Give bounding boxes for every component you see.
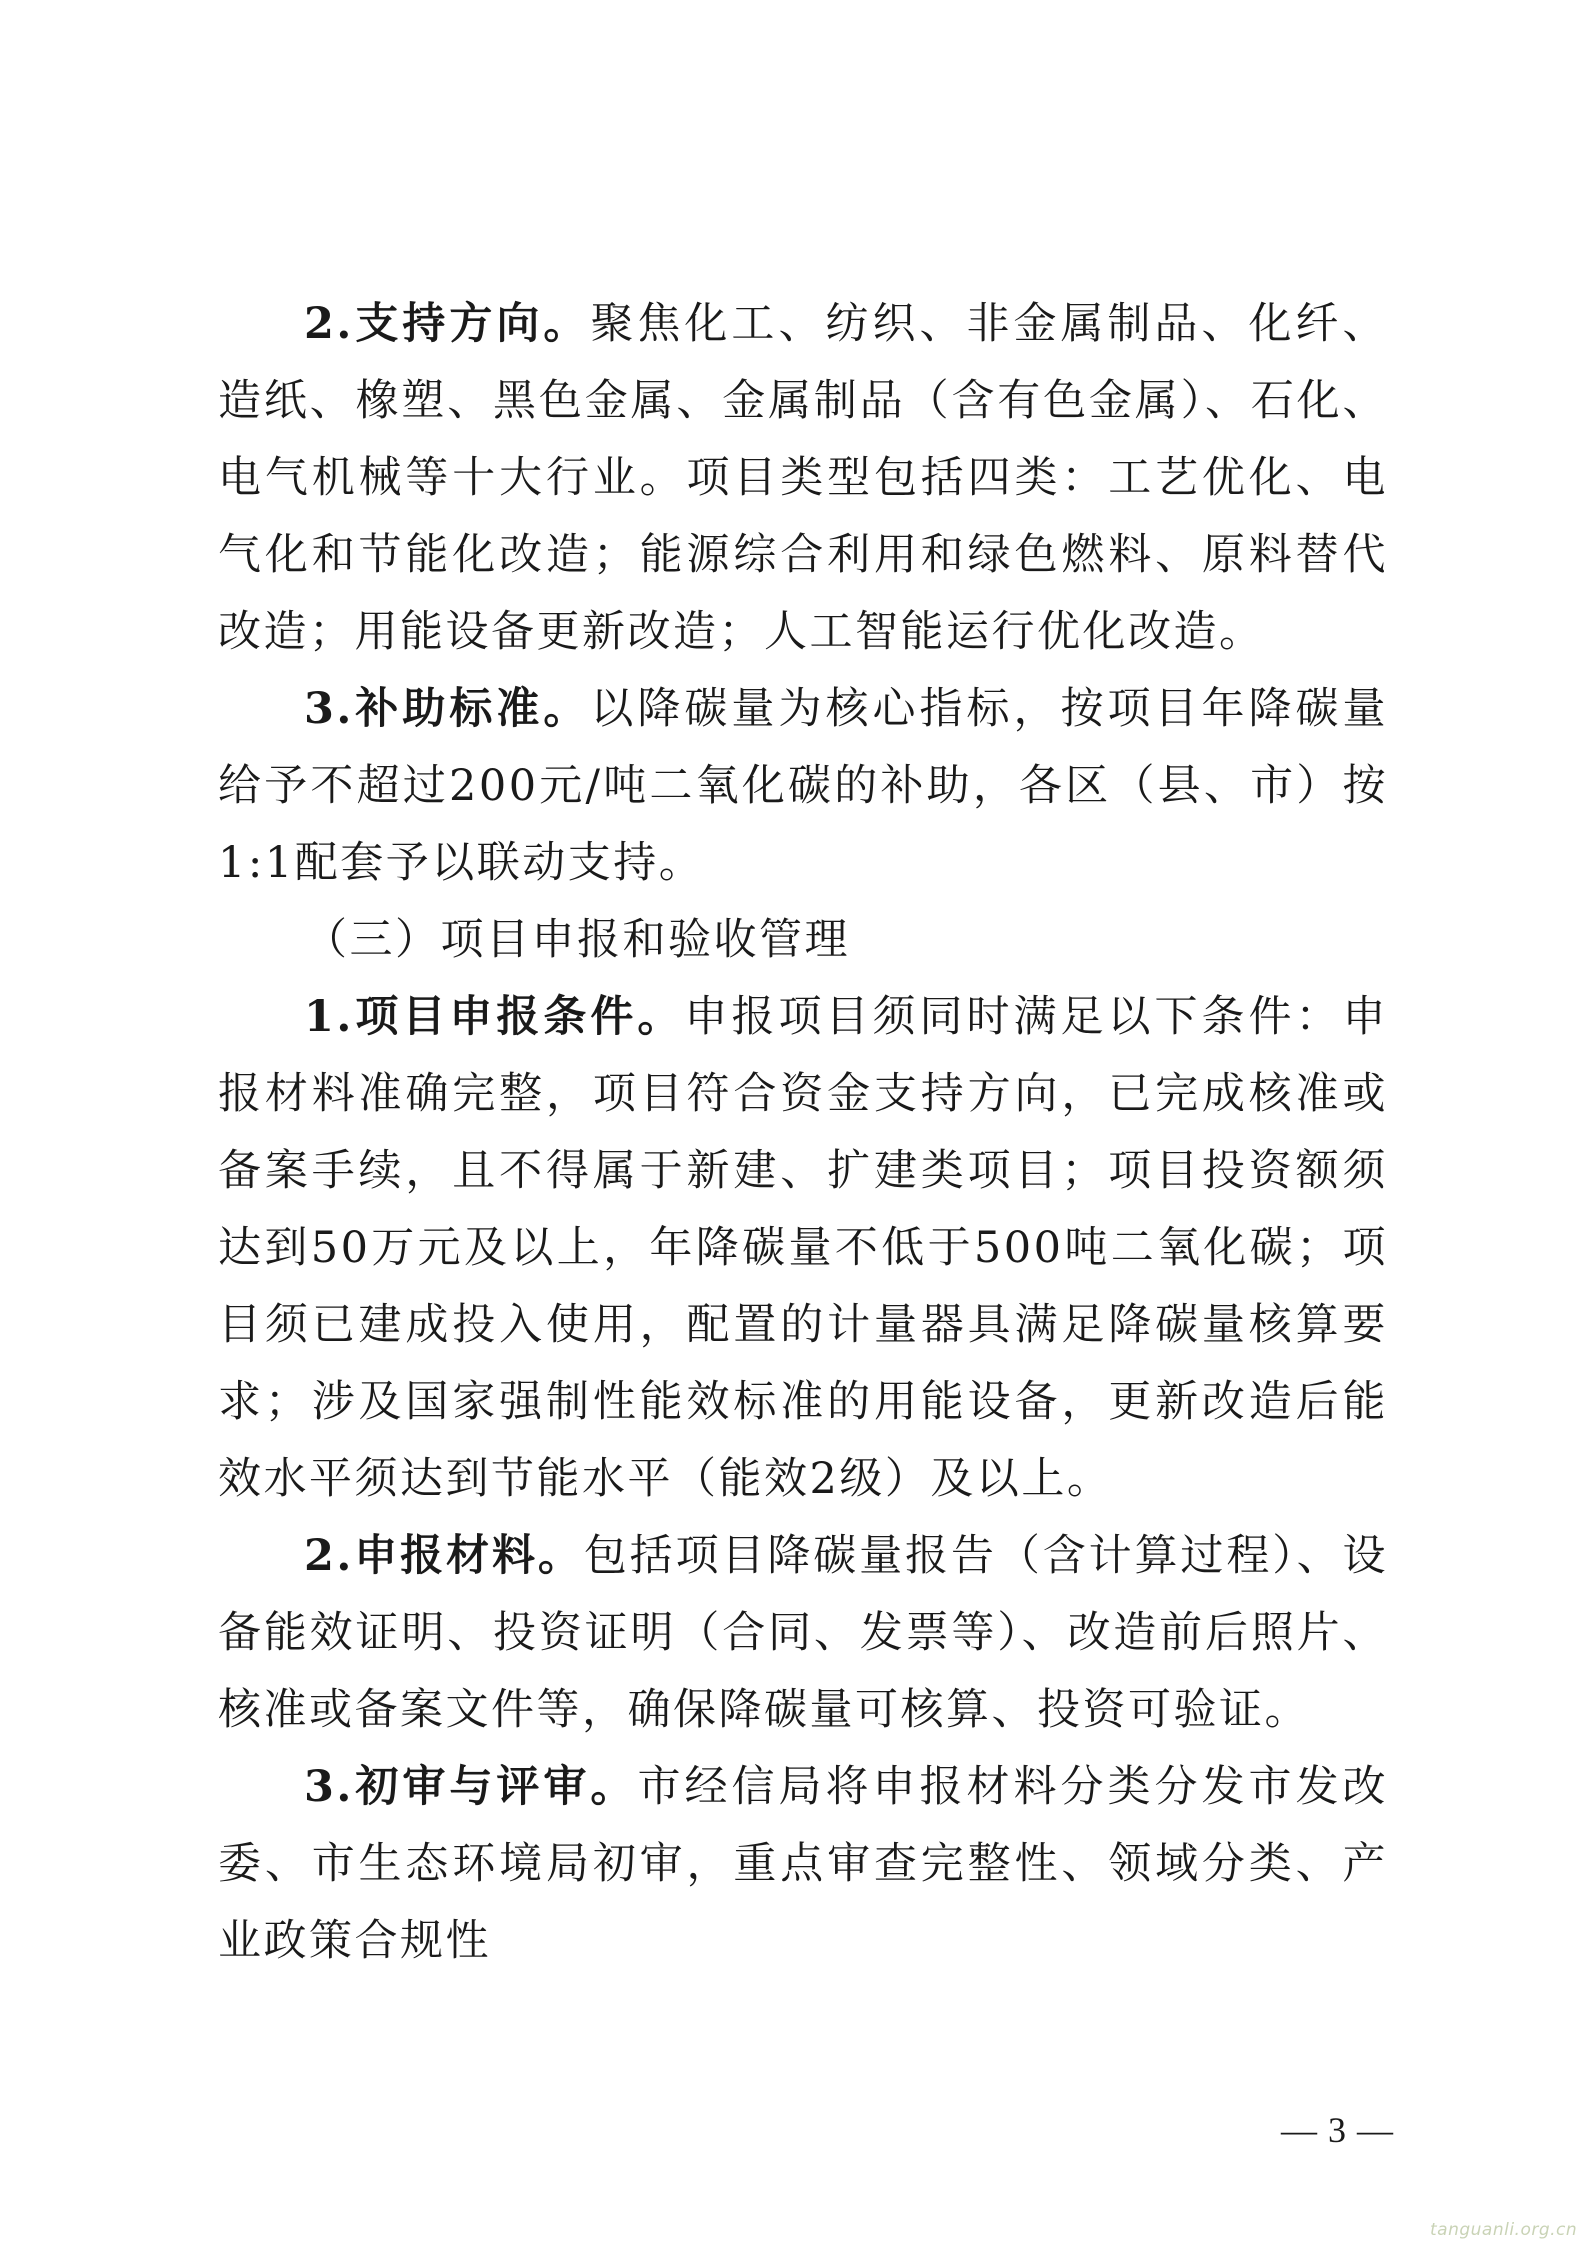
paragraph-text: 以降碳量为核心指标，按项目年降碳量给予不超过200元/吨二氧化碳的补助，各区（县、市）按1:1配套予以联动支持。 [218, 684, 1389, 888]
paragraph-support-direction [218, 286, 1388, 671]
paragraph-lead: 3.补助标准。 [304, 684, 591, 734]
paragraph-text: 包括项目降碳量报告（含计算过程）、设备能效证明、投资证明（合同、发票等）、改造前后照片、核准或备案文件等，确保降碳量可核算、投资可验证。 [218, 1531, 1389, 1735]
paragraph-review [218, 1749, 1388, 1980]
paragraph-text: 市经信局将申报材料分类分发市发改委、市生态环境局初审，重点审查完整性、领域分类、产业政策合规性 [218, 1762, 1389, 1966]
section-heading: （三）项目申报和验收管理 [304, 915, 850, 965]
paragraph-application-materials [218, 1518, 1388, 1749]
paragraph-lead: 2.申报材料。 [304, 1531, 584, 1581]
paragraph-lead: 1.项目申报条件。 [304, 992, 685, 1042]
site-watermark: tanguanli.org.cn [1430, 2220, 1578, 2240]
paragraph-subsidy-standard [218, 671, 1388, 902]
paragraph-text: 申报项目须同时满足以下条件：申报材料准确完整，项目符合资金支持方向，已完成核准或备案手续，且不得属于新建、扩建类项目；项目投资额须达到50万元及以上，年降碳量不低于500吨二氧化碳；项目须已建成投入使用，配置的计量器具满足降碳量核算要求；涉及国家强制性能效标准的用能设备，更新改造后能效水平须达到节能水平（能效2级）及以上。 [218, 992, 1389, 1504]
paragraph-text: 聚焦化工、纺织、非金属制品、化纤、造纸、橡塑、黑色金属、金属制品（含有色金属）、石化、电气机械等十大行业。项目类型包括四类：工艺优化、电气化和节能化改造；能源综合利用和绿色燃料、原料替代改造；用能设备更新改造；人工智能运行优化改造。 [218, 299, 1389, 657]
page-number: — 3 — [1281, 2110, 1394, 2150]
document-body [218, 286, 1388, 1980]
paragraph-application-conditions [218, 979, 1388, 1518]
paragraph-lead: 3.初审与评审。 [304, 1762, 638, 1812]
paragraph-lead: 2.支持方向。 [304, 299, 591, 349]
